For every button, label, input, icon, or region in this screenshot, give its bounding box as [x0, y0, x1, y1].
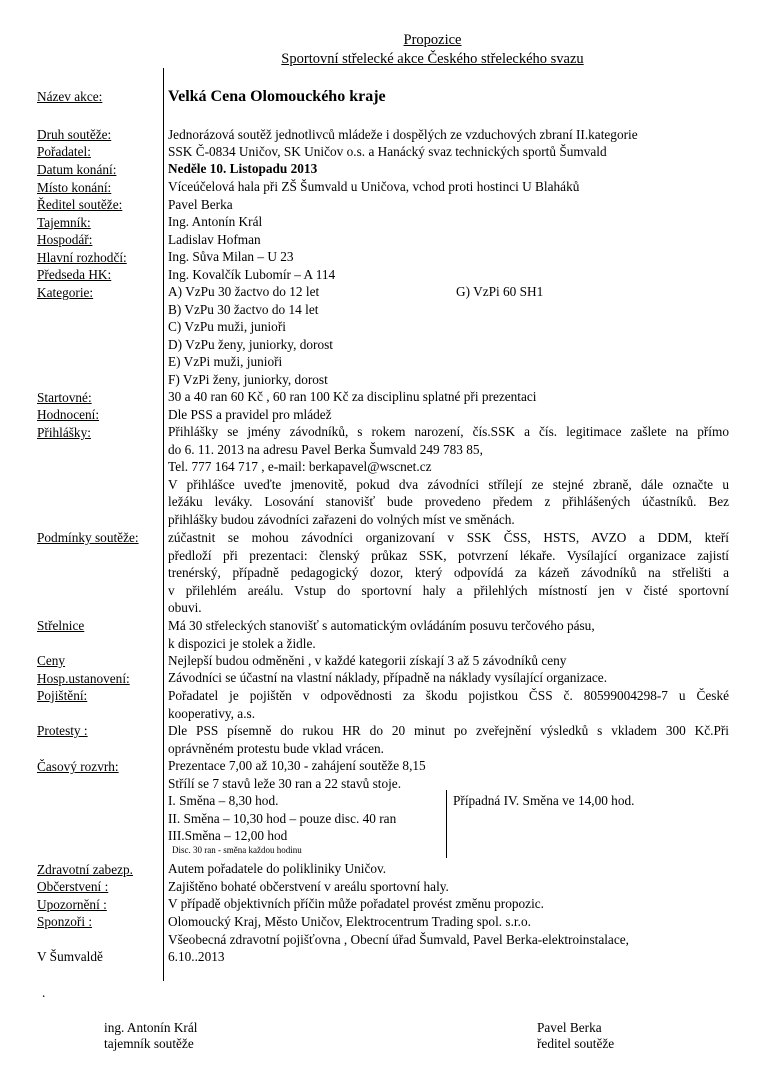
label-protests: Protesty : [37, 723, 88, 738]
label-competition-type: Druh soutěže: [37, 127, 112, 142]
signature-role: ředitel soutěže [537, 1036, 615, 1051]
label-applications: Přihlášky: [37, 425, 91, 440]
chief-referee: Ing. Sůva Milan – U 23 [168, 249, 294, 264]
label-event-name: Název akce: [37, 89, 103, 104]
label-director: Ředitel soutěže: [37, 197, 123, 212]
organizer: SSK Č-0834 Uničov, SK Uničov o.s. a Hanácký svaz technických sportů Šumvald [168, 144, 607, 159]
document-title: Propozice [403, 32, 462, 48]
insurance: Pořadatel je pojištěn v odpovědnosti za škodu pojistkou ČSS č. 80599004298-7 u České kooperativy, a.s. [168, 688, 729, 721]
label-sponsors: Sponzoři : [37, 914, 93, 929]
place-label: V Šumvaldě [37, 949, 103, 964]
applications: Přihlášky se jmény závodníků, s rokem narození, čís.SSK a čís. legitimace zašlete na přímo do 6. 11. 2013 na adresu Pavel Berka Šumvald 249 783 85, Tel. 777 164 717 , e-mail: berkapavel@wscnet.cz V přihlášce uveďte jmenovitě, pokud dva závodníci střílejí ze stejné zbraně, dále označte u ležáku leváky. Losování stanovišť bude provedeno předem z přihlášených účastníků. Bez přihlášky budou závodníci zařazeni do volných míst ve směnách. [168, 424, 729, 527]
label-secretary: Tajemník: [37, 215, 91, 230]
event-name: Velká Cena Olomouckého kraje [168, 88, 386, 105]
scoring: Dle PSS a pravidel pro mládež [168, 407, 332, 422]
column-divider [163, 68, 164, 981]
schedule-divider [446, 790, 447, 858]
label-insurance: Pojištění: [37, 688, 88, 703]
signature-secretary [104, 1020, 197, 1052]
stray-dot: . [42, 985, 46, 1000]
venue: Víceúčelová hala při ZŠ Šumvald u Uničova, vchod proti hostinci U Blaháků [168, 179, 580, 194]
conditions: zúčastnit se mohou závodníci organizovaní v SSK ČSS, HSTS, AVZO a DDM, kteří předloží při prezentaci: členský průkaz SSK, potvrzení lékaře. Vysílající organizace zajistí trenérský, případně pedagogický dozor, který odpovídá za kázeň závodníků na střelišti a v přilehlém areálu. Vstup do sportovní haly a přilehlých místností jen v čisté sportovní obuvi. [168, 530, 729, 616]
label-range: Střelnice [37, 618, 85, 633]
protests: Dle PSS písemně do rukou HR do 20 minut po zveřejnění výsledků s vkladem 300 Kč.Při oprávněném protestu bude vklad vrácen. [168, 723, 729, 756]
document-date: 6.10..2013 [168, 949, 225, 964]
treasurer: Ladislav Hofman [168, 232, 261, 247]
label-organizer: Pořadatel: [37, 144, 91, 159]
sponsors: Olomoucký Kraj, Město Uničov, Elektrocentrum Trading spol. s.r.o. Všeobecná zdravotní pojišťovna , Obecní úřad Šumvald, Pavel Berka-elektroinstalace, [168, 914, 629, 947]
label-conditions: Podmínky soutěže: [37, 530, 139, 545]
label-categories: Kategorie: [37, 285, 94, 300]
category-g: G) VzPi 60 SH1 [456, 284, 544, 299]
list-item: C) VzPu muži, junioři [168, 319, 286, 335]
label-date: Datum konání: [37, 162, 117, 177]
signature-director [537, 1020, 614, 1052]
range: Má 30 střeleckých stanovišť s automatickým ovládáním posuvu terčového pásu, k dispozici je stolek a židle. [168, 618, 595, 651]
signature-role: tajemník soutěže [104, 1036, 194, 1051]
categories-list [168, 283, 333, 389]
label-schedule: Časový rozvrh: [37, 759, 119, 774]
economic: Závodníci se účastní na vlastní náklady, případně na náklady vysílající organizace. [168, 670, 608, 685]
document-subtitle: Sportovní střelecké akce Českého střeleckého svazu [281, 51, 584, 67]
label-notice: Upozornění : [37, 897, 107, 912]
notice: V případě objektivních příčin může pořadatel provést změnu propozic. [168, 896, 545, 911]
label-scoring: Hodnocení: [37, 407, 100, 422]
label-economic: Hosp.ustanovení: [37, 671, 130, 686]
label-hk-chair: Předseda HK: [37, 267, 112, 282]
label-chief-referee: Hlavní rozhodčí: [37, 250, 127, 265]
event-date: Neděle 10. Listopadu 2013 [168, 161, 318, 176]
signature-name: Pavel Berka [537, 1020, 602, 1035]
hk-chair: Ing. Kovalčík Lubomír – A 114 [168, 267, 336, 282]
label-medical: Zdravotní zabezp. [37, 862, 133, 877]
list-item: F) VzPi ženy, juniorky, dorost [168, 371, 328, 387]
secretary: Ing. Antonín Král [168, 214, 263, 229]
list-item: D) VzPu ženy, juniorky, dorost [168, 336, 333, 352]
label-entry-fee: Startovné: [37, 390, 92, 405]
medical: Autem pořadatele do polikliniky Uničov. [168, 861, 387, 876]
director: Pavel Berka [168, 197, 233, 212]
list-item: B) VzPu 30 žactvo do 14 let [168, 301, 319, 317]
signature-name: ing. Antonín Král [104, 1020, 198, 1035]
refreshments: Zajištěno bohaté občerstvení v areálu sportovní haly. [168, 879, 449, 894]
label-venue: Místo konání: [37, 180, 112, 195]
label-prizes: Ceny [37, 653, 66, 668]
schedule: Prezentace 7,00 až 10,30 - zahájení soutěže 8,15 Střílí se 7 stavů leže 30 ran a 22 stavů stoje. I. Směna – 8,30 hod. II. Směna – 10,30 hod – pouze disc. 40 ran III.Směna – 12,00 hod [168, 758, 426, 844]
competition-type: Jednorázová soutěž jednotlivců mládeže i dospělých ze vzduchových zbraní II.kategorie [168, 127, 638, 142]
list-item: E) VzPi muži, junioři [168, 354, 283, 370]
entry-fee: 30 a 40 ran 60 Kč , 60 ran 100 Kč za disciplinu splatné při prezentaci [168, 389, 537, 404]
prizes: Nejlepší budou odměněni , v každé kategorii získají 3 až 5 závodníků ceny [168, 653, 567, 668]
schedule-side-note: Případná IV. Směna ve 14,00 hod. [453, 793, 635, 808]
list-item: A) VzPu 30 žactvo do 12 let [168, 284, 320, 299]
label-refreshments: Občerstvení : [37, 879, 109, 894]
label-treasurer: Hospodář: [37, 232, 93, 247]
schedule-note: Disc. 30 ran - směna každou hodinu [172, 845, 302, 855]
